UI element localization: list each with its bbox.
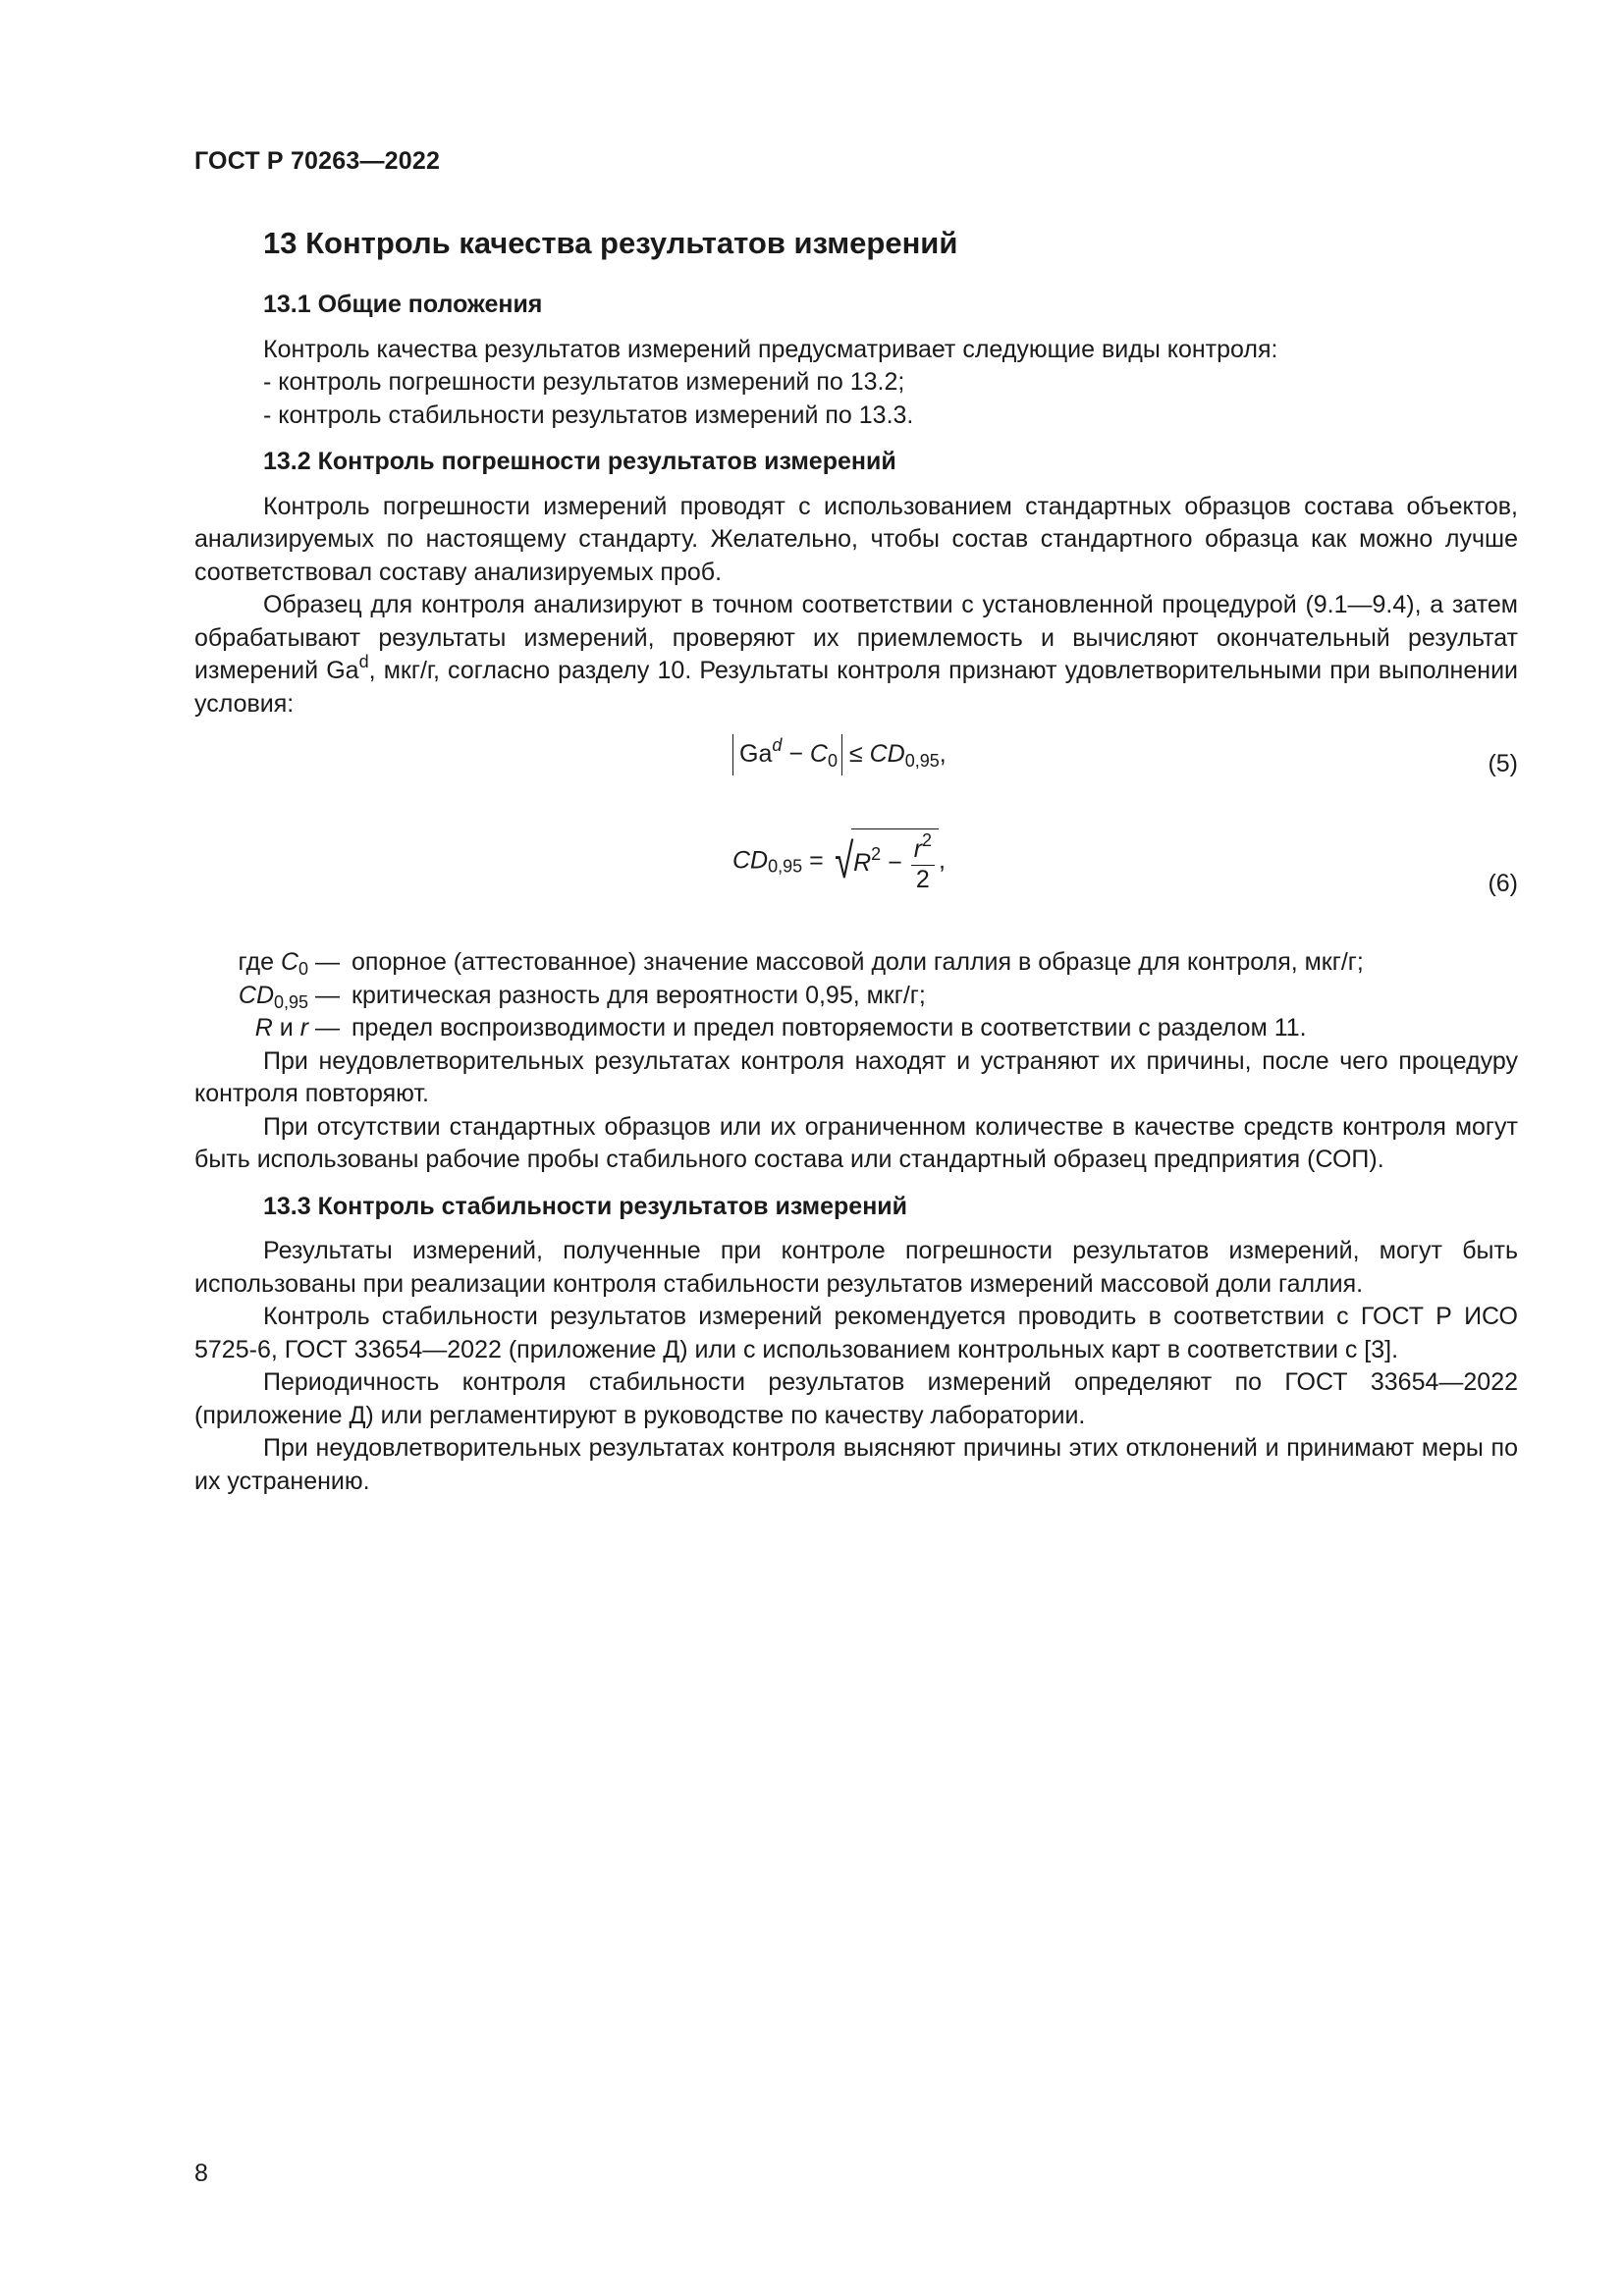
d3-and: и [272, 1014, 300, 1041]
page-content [194, 224, 1518, 1498]
section-13-3-paragraph-3: Периодичность контроля стабильности результатов измерений определяют по ГОСТ 33654—2022 (приложение Д) или регламентируют в руководстве по качеству лаборатории. [194, 1368, 1518, 1429]
d1-sub: 0 [298, 959, 309, 979]
definition-cd095-text: критическая разность для вероятности 0,95, мкг/г; [352, 981, 926, 1009]
f6-r-cap: R [853, 849, 872, 878]
fraction [911, 830, 935, 893]
f5-minus: − [782, 740, 810, 768]
radicand [851, 828, 939, 893]
formula-5 [732, 734, 947, 775]
symbol-definitions [194, 946, 1518, 1045]
section-13-3-paragraph-4: При неудовлетворительных результатах контроля выясняют причины этих отклонений и принимают меры по их устранению. [194, 1434, 1518, 1495]
f6-cd: CD [732, 846, 769, 875]
f6-cd-sub: 0,95 [768, 856, 803, 877]
f6-r-small-sup: 2 [922, 830, 933, 850]
formula-6 [732, 828, 946, 893]
f5-c-sub: 0 [827, 751, 838, 771]
f6-tail: , [939, 846, 946, 875]
f5-ga-sup: d [772, 735, 783, 755]
p2-text-before: Образец для контроля анализируют в точном соответствии с установленной процедурой (9.1—9.4), а затем обрабатывают результаты измерений, проверяют их приемлемость и вычисляют окончательный результат измерений Ga [194, 591, 1518, 684]
f5-tail: , [939, 740, 947, 768]
f5-cd-sub: 0,95 [904, 751, 940, 771]
section-13-1-item-1: - контроль погрешности результатов измерений по 13.2; [263, 368, 905, 396]
radical-sign-icon: √ [834, 833, 853, 888]
d2-symbol: CD [238, 981, 274, 1009]
definition-c0 [194, 946, 1518, 980]
section-13-3-title: 13.3 Контроль стабильности результатов измерений [263, 1192, 908, 1220]
section-13-2-paragraph-2 [194, 589, 1518, 721]
p2-text-after: , мкг/г, согласно разделу 10. Результаты контроля признают удовлетворительными при выполнении условия: [194, 657, 1519, 718]
formula-6-row [194, 828, 1518, 923]
section-13-title: 13 Контроль качества результатов измерений [263, 226, 958, 260]
f5-cd: CD [869, 740, 905, 768]
square-root [831, 828, 939, 893]
standard-code-header: ГОСТ Р 70263—2022 [194, 147, 441, 175]
d1-prefix: где [238, 948, 281, 976]
section-13-1-item-2: - контроль стабильности результатов измерений по 13.3. [263, 400, 914, 429]
f5-c: C [809, 740, 828, 768]
fraction-numerator [911, 830, 935, 866]
formula-5-number: (5) [1488, 750, 1518, 777]
formula-6-number: (6) [1488, 870, 1518, 897]
section-13-2-paragraph-3: При неудовлетворительных результатах контроля находят и устраняют их причины, после чего процедуру контроля повторяют. [194, 1046, 1518, 1107]
section-13-1-title: 13.1 Общие положения [263, 291, 543, 318]
f6-minus: − [881, 849, 909, 878]
p2-superscript: d [358, 652, 369, 671]
d3-symbol-1: R [254, 1014, 273, 1041]
section-13-2-paragraph-4: При отсутствии стандартных образцов или их ограниченном количестве в качестве средств контроля могут быть использованы рабочие пробы стабильного состава или стандартный образец предприятия (СОП). [194, 1112, 1518, 1173]
section-13-2-paragraph-1: Контроль погрешности измерений проводят с использованием стандартных образцов состава объектов, анализируемых по настоящему стандарту. Желательно, чтобы состав стандартного образца как можно лучше соответствовал составу анализируемых проб. [194, 492, 1518, 586]
section-13-3-paragraph-1: Результаты измерений, полученные при контроле погрешности результатов измерений, могут быть использованы при реализации контроля стабильности результатов измерений массовой доли галлия. [194, 1237, 1518, 1298]
absolute-value-expression [732, 734, 842, 775]
d1-dash: — [308, 948, 340, 976]
definition-cd095-term [194, 980, 352, 1013]
d2-sub: 0,95 [274, 991, 309, 1012]
page-number: 8 [194, 2160, 208, 2187]
d2-dash: — [308, 981, 340, 1009]
f6-r-cap-sup: 2 [871, 844, 882, 865]
section-13-3-paragraph-2: Контроль стабильности результатов измерений рекомендуется проводить в соответствии с ГОСТ Р ИСО 5725-6, ГОСТ 33654—2022 (приложение Д) или с использованием контрольных карт в соответствии с [3]. [194, 1303, 1518, 1363]
definition-r-and-r [194, 1012, 1518, 1045]
f5-ga: Ga [739, 740, 773, 768]
definition-c0-term [194, 946, 352, 980]
definition-cd095 [194, 980, 1518, 1013]
d1-symbol: C [280, 948, 299, 976]
definition-r-and-r-term [194, 1012, 352, 1045]
fraction-denominator: 2 [915, 866, 930, 893]
d3-symbol-2: r [299, 1014, 309, 1041]
d3-dash: — [308, 1014, 340, 1041]
section-13-1-intro: Контроль качества результатов измерений предусматривает следующие виды контроля: [263, 335, 1278, 363]
f6-equals: = [802, 846, 831, 875]
f6-r-small: r [913, 835, 923, 863]
definition-c0-text: опорное (аттестованное) значение массовой доли галлия в образце для контроля, мкг/г; [352, 948, 1364, 976]
formula-5-row [194, 734, 1518, 793]
section-13-2-title: 13.2 Контроль погрешности результатов измерений [263, 448, 896, 475]
f5-relation: ≤ [841, 740, 870, 768]
definition-r-and-r-text: предел воспроизводимости и предел повторяемости в соответствии с разделом 11. [352, 1014, 1307, 1041]
